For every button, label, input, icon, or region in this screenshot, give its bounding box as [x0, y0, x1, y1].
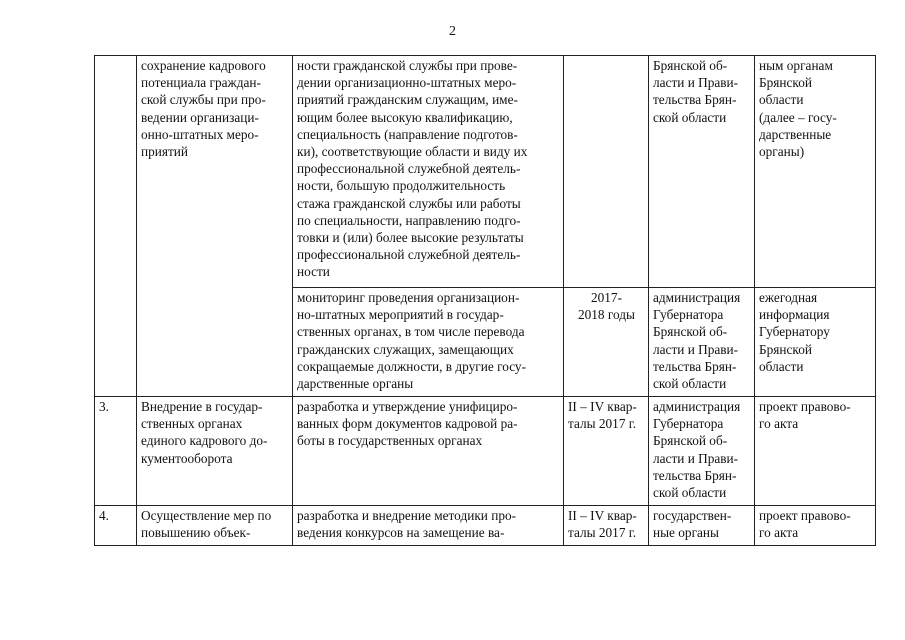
result-cell: проект правово- го акта: [755, 397, 876, 506]
goal-cell: сохранение кадрового потенциала граждан- ской службы при про- ведении организаци- онно-штатных меро- приятий: [137, 56, 293, 397]
executor-cell: администрация Губернатора Брянской об- ласти и Прави- тельства Брян- ской области: [649, 288, 755, 397]
term-cell: 2017- 2018 годы: [564, 288, 649, 397]
term-cell: [564, 56, 649, 288]
executor-cell: Брянской об- ласти и Прави- тельства Брян- ской области: [649, 56, 755, 288]
measures-table: [94, 55, 876, 546]
table-row: [95, 56, 876, 288]
action-cell: разработка и внедрение методики про- ведения конкурсов на замещение ва-: [293, 506, 564, 546]
action-cell: разработка и утверждение унифициро- ванных форм документов кадровой ра- боты в государственных органах: [293, 397, 564, 506]
action-cell: мониторинг проведения организацион- но-штатных мероприятий в государ- ственных органах, в том числе перевода гражданских служащих, замещающих сокращаемые должности, в другие госу- дарственные органы: [293, 288, 564, 397]
row-number-cell: 4.: [95, 506, 137, 546]
goal-cell: Внедрение в государ- ственных органах единого кадрового до- кументооборота: [137, 397, 293, 506]
table-row: [95, 397, 876, 506]
goal-cell: Осуществление мер по повышению объек-: [137, 506, 293, 546]
result-cell: ным органам Брянской области (далее – госу- дарственные органы): [755, 56, 876, 288]
result-cell: ежегодная информация Губернатору Брянской области: [755, 288, 876, 397]
executor-cell: администрация Губернатора Брянской об- ласти и Прави- тельства Брян- ской области: [649, 397, 755, 506]
row-number-cell: [95, 56, 137, 397]
term-cell: II – IV квар- талы 2017 г.: [564, 506, 649, 546]
executor-cell: государствен- ные органы: [649, 506, 755, 546]
result-cell: проект правово- го акта: [755, 506, 876, 546]
action-cell: ности гражданской службы при прове- дении организационно-штатных меро- приятий гражданским служащим, име- ющим более высокую квалификацию, специальность (направление подготов- ки), соответствующие области и виду их профессиональной служебной деятель- ности, большую продолжительность стажа гражданской службы или работы по специальности, направлению подго- товки и (или) более высокие результаты профессиональной служебной деятель- ности: [293, 56, 564, 288]
table-row: [95, 506, 876, 546]
row-number-cell: 3.: [95, 397, 137, 506]
term-cell: II – IV квар- талы 2017 г.: [564, 397, 649, 506]
page-number: 2: [449, 24, 456, 39]
